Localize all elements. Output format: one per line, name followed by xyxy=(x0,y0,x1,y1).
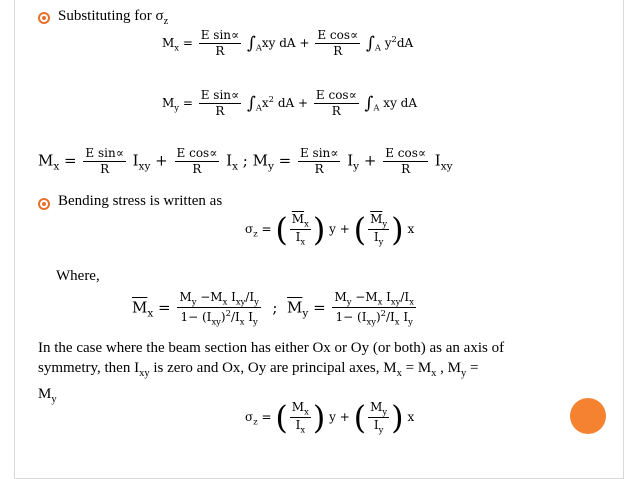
where-label: Where, xyxy=(56,268,100,284)
symmetry-paragraph: In the case where the beam section has either Ox or Oy (or both) as an axis of symmetry, then $I_{xy}$ is zero and Ox, Oy are principal axes, $M_x = M_x$ , $M_y$ = $M_y$ xyxy=(38,340,505,405)
equation-my: $M_y$ = $\frac{\text{E sin∝}}{R}$ $\int_Ax^2$ dA + $\frac{\text{E cos∝}}{R}$ $\int_A$ xy dA xyxy=(162,88,418,118)
bullet-bending-stress: Bending stress is written as xyxy=(58,193,223,209)
bullet-substituting: Substituting for $\sigma_z$ xyxy=(58,8,169,27)
equation-mbar: $\overline{M}_x$ = $\frac{M_y -M_x I_{xy}/I_y}{1- (I_{xy})^2/I_x I_y}$ ; $\overline{M}_y$ = $\frac{M_y -M_x I_{xy}/I_x}{1- (I_{xy})^2/I_x I_y}$ xyxy=(132,290,414,327)
equation-mx: $M_x$ = $\frac{\text{E sin∝}}{R}$ $\int_Axy$ dA + $\frac{\text{E cos∝}}{R}$ $\int_A$ $y^2dA$ xyxy=(162,28,414,58)
frame-right xyxy=(623,0,624,479)
equation-sigma-2: $\sigma_z$ = ( $\frac{M_x}{I_x}$ ) y + ( $\frac{M_y}{I_y}$ ) x xyxy=(245,398,415,437)
decorative-orange-circle xyxy=(570,398,606,434)
bullet-icon xyxy=(38,12,50,24)
equation-moments: $M_x$ = $\frac{\text{E sin∝}}{R}$ $I_{xy}$ + $\frac{\text{E cos∝}}{R}$ $I_x$ ; $M_y$ = $\frac{\text{E sin∝}}{R}$ $I_y$ + $\frac{\text{E cos∝}}{R}$ $I_{xy}$ xyxy=(38,146,453,176)
equation-sigma-1: $\sigma_z$ = ( $\frac{\overline{M}_x}{I_x}$ ) y + ( $\frac{\overline{M}_y}{I_y}$ ) x xyxy=(245,210,415,249)
bullet-icon xyxy=(38,198,50,210)
frame-left xyxy=(14,0,15,479)
